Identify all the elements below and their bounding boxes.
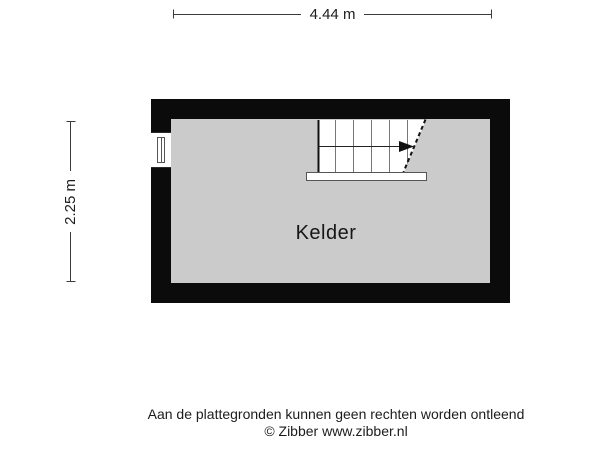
dimension-line — [173, 14, 301, 15]
stair-landing-bar — [307, 173, 427, 181]
dimension-height — [63, 121, 78, 282]
staircase — [298, 108, 435, 186]
dimension-tick — [66, 281, 75, 282]
dimension-tick — [491, 10, 492, 19]
room-label: Kelder — [295, 222, 357, 244]
footer-disclaimer: Aan de plattegronden kunnen geen rechten worden ontleend — [147, 406, 525, 422]
footer — [36, 406, 600, 440]
dimension-line — [70, 121, 71, 171]
dimension-width — [173, 6, 492, 22]
dimension-tick — [66, 121, 75, 122]
footer-copyright: © Zibber www.zibber.nl — [264, 423, 408, 439]
dimension-tick — [173, 10, 174, 19]
dimension-line — [364, 14, 492, 15]
window-icon — [151, 132, 171, 168]
window-mullion — [161, 138, 162, 162]
dimension-width-label: 4.44 m — [309, 5, 356, 23]
dimension-line — [70, 232, 71, 282]
dimension-height-label: 2.25 m — [62, 178, 79, 225]
window-frame — [157, 137, 165, 163]
